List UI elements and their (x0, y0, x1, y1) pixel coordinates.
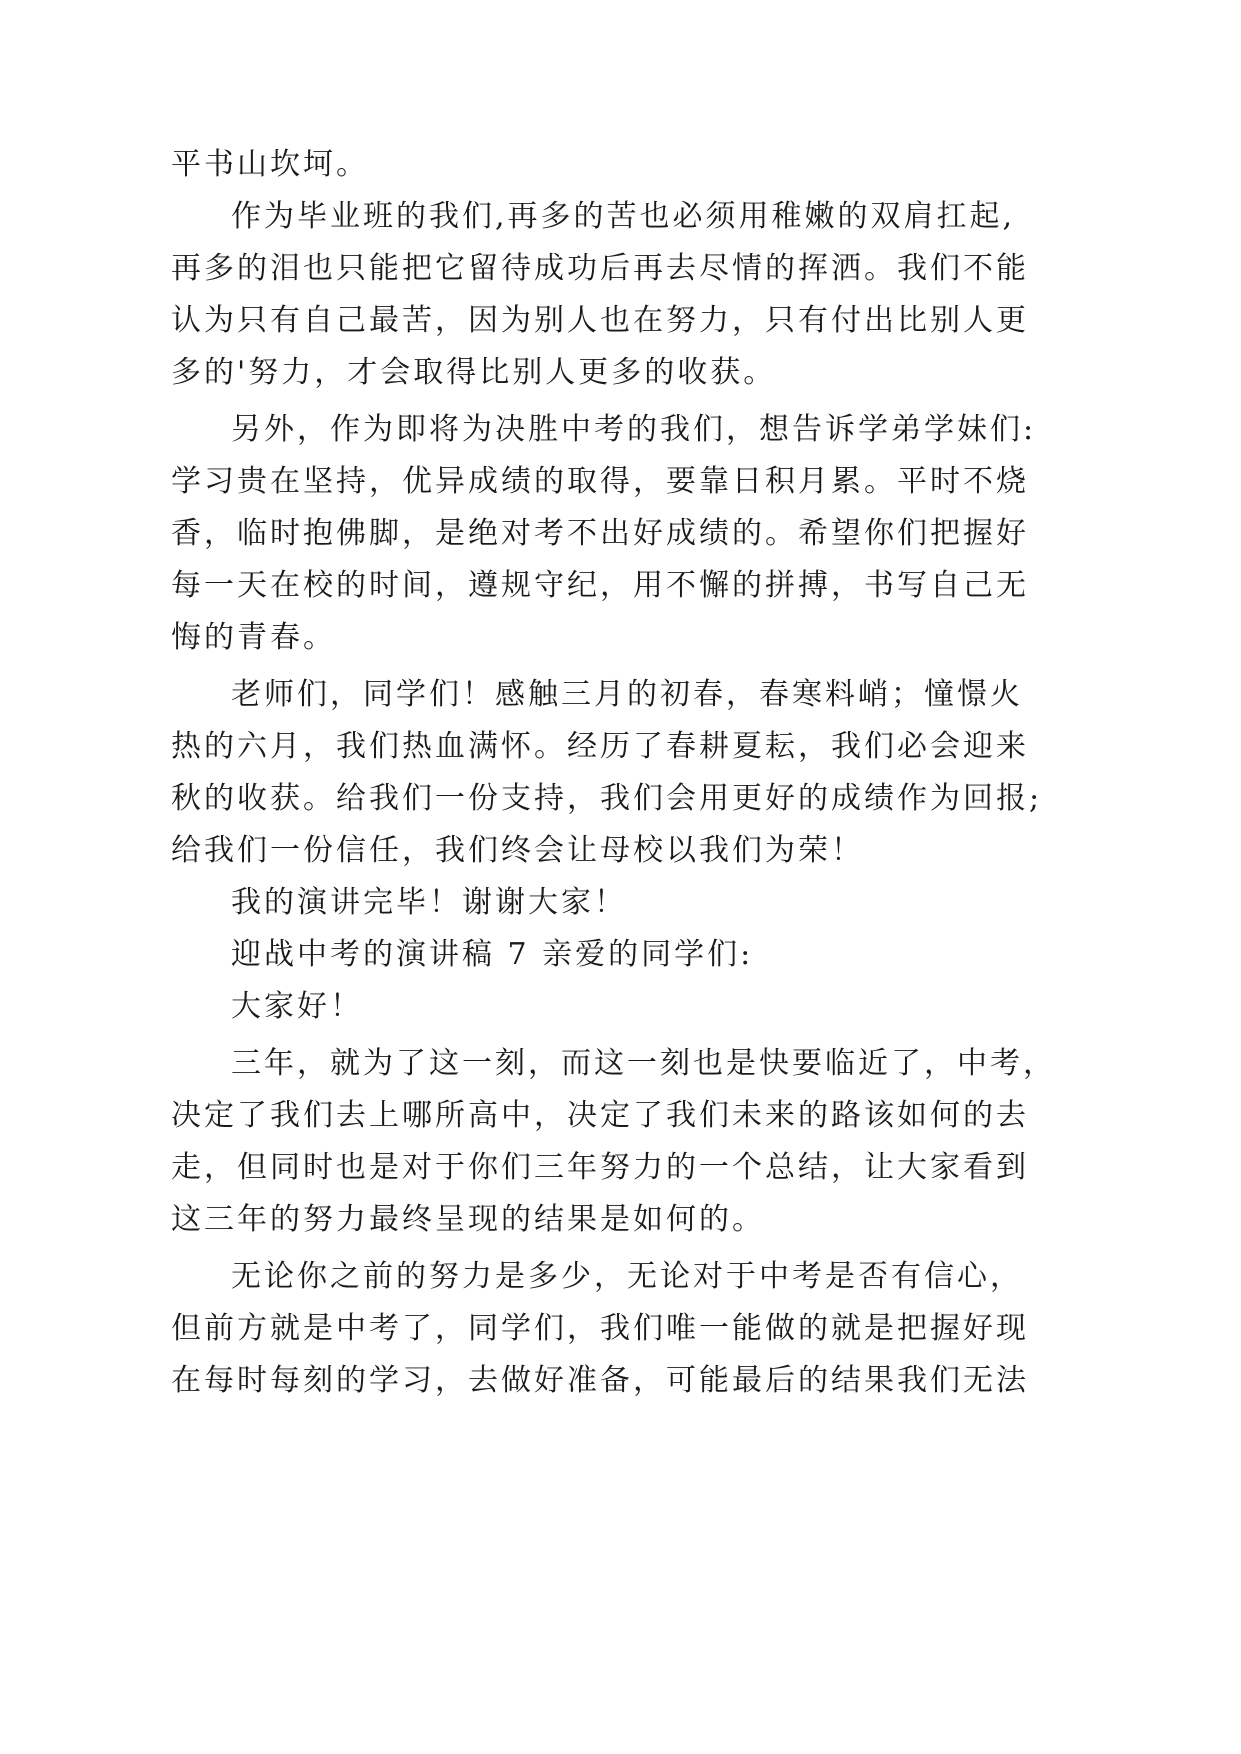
text-line: 三年，就为了这一刻，而这一刻也是快要临近了，中考， (231, 1046, 1056, 1081)
text-line: 热的六月，我们热血满怀。经历了春耕夏耘，我们必会迎来 (171, 729, 1029, 764)
text-line: 我的演讲完毕！谢谢大家！ (231, 885, 627, 920)
text-line: 决定了我们去上哪所高中，决定了我们未来的路该如何的去 (171, 1098, 1029, 1133)
text-line: 学习贵在坚持，优异成绩的取得，要靠日积月累。平时不烧 (171, 464, 1029, 499)
text-line: 迎战中考的演讲稿 7 亲爱的同学们: (231, 937, 754, 972)
text-line: 无论你之前的努力是多少，无论对于中考是否有信心， (231, 1259, 1023, 1294)
text-line: 这三年的努力最终呈现的结果是如何的。 (171, 1202, 765, 1237)
text-line: 老师们，同学们！感触三月的初春，春寒料峭；憧憬火 (231, 677, 1023, 712)
text-line: 再多的泪也只能把它留待成功后再去尽情的挥洒。我们不能 (171, 251, 1029, 286)
text-line: 大家好！ (231, 989, 363, 1024)
text-line: 每一天在校的时间，遵规守纪，用不懈的拼搏，书写自己无 (171, 568, 1029, 603)
text-line: 但前方就是中考了，同学们，我们唯一能做的就是把握好现 (171, 1311, 1029, 1346)
text-line: 平书山坎坷。 (171, 147, 369, 182)
text-line: 多的'努力，才会取得比别人更多的收获。 (171, 355, 777, 390)
text-line: 给我们一份信任，我们终会让母校以我们为荣！ (171, 833, 864, 868)
text-line: 在每时每刻的学习，去做好准备，可能最后的结果我们无法 (171, 1363, 1029, 1398)
text-line: 秋的收获。给我们一份支持，我们会用更好的成绩作为回报; (171, 781, 1043, 816)
text-line: 作为毕业班的我们,再多的苦也必须用稚嫩的双肩扛起, (231, 199, 1016, 234)
text-line: 香，临时抱佛脚，是绝对考不出好成绩的。希望你们把握好 (171, 516, 1029, 551)
text-line: 走，但同时也是对于你们三年努力的一个总结，让大家看到 (171, 1150, 1029, 1185)
text-line: 另外，作为即将为决胜中考的我们，想告诉学弟学妹们: (231, 412, 1037, 447)
text-line: 认为只有自己最苦，因为别人也在努力，只有付出比别人更 (171, 303, 1029, 338)
text-line: 悔的青春。 (171, 620, 336, 655)
